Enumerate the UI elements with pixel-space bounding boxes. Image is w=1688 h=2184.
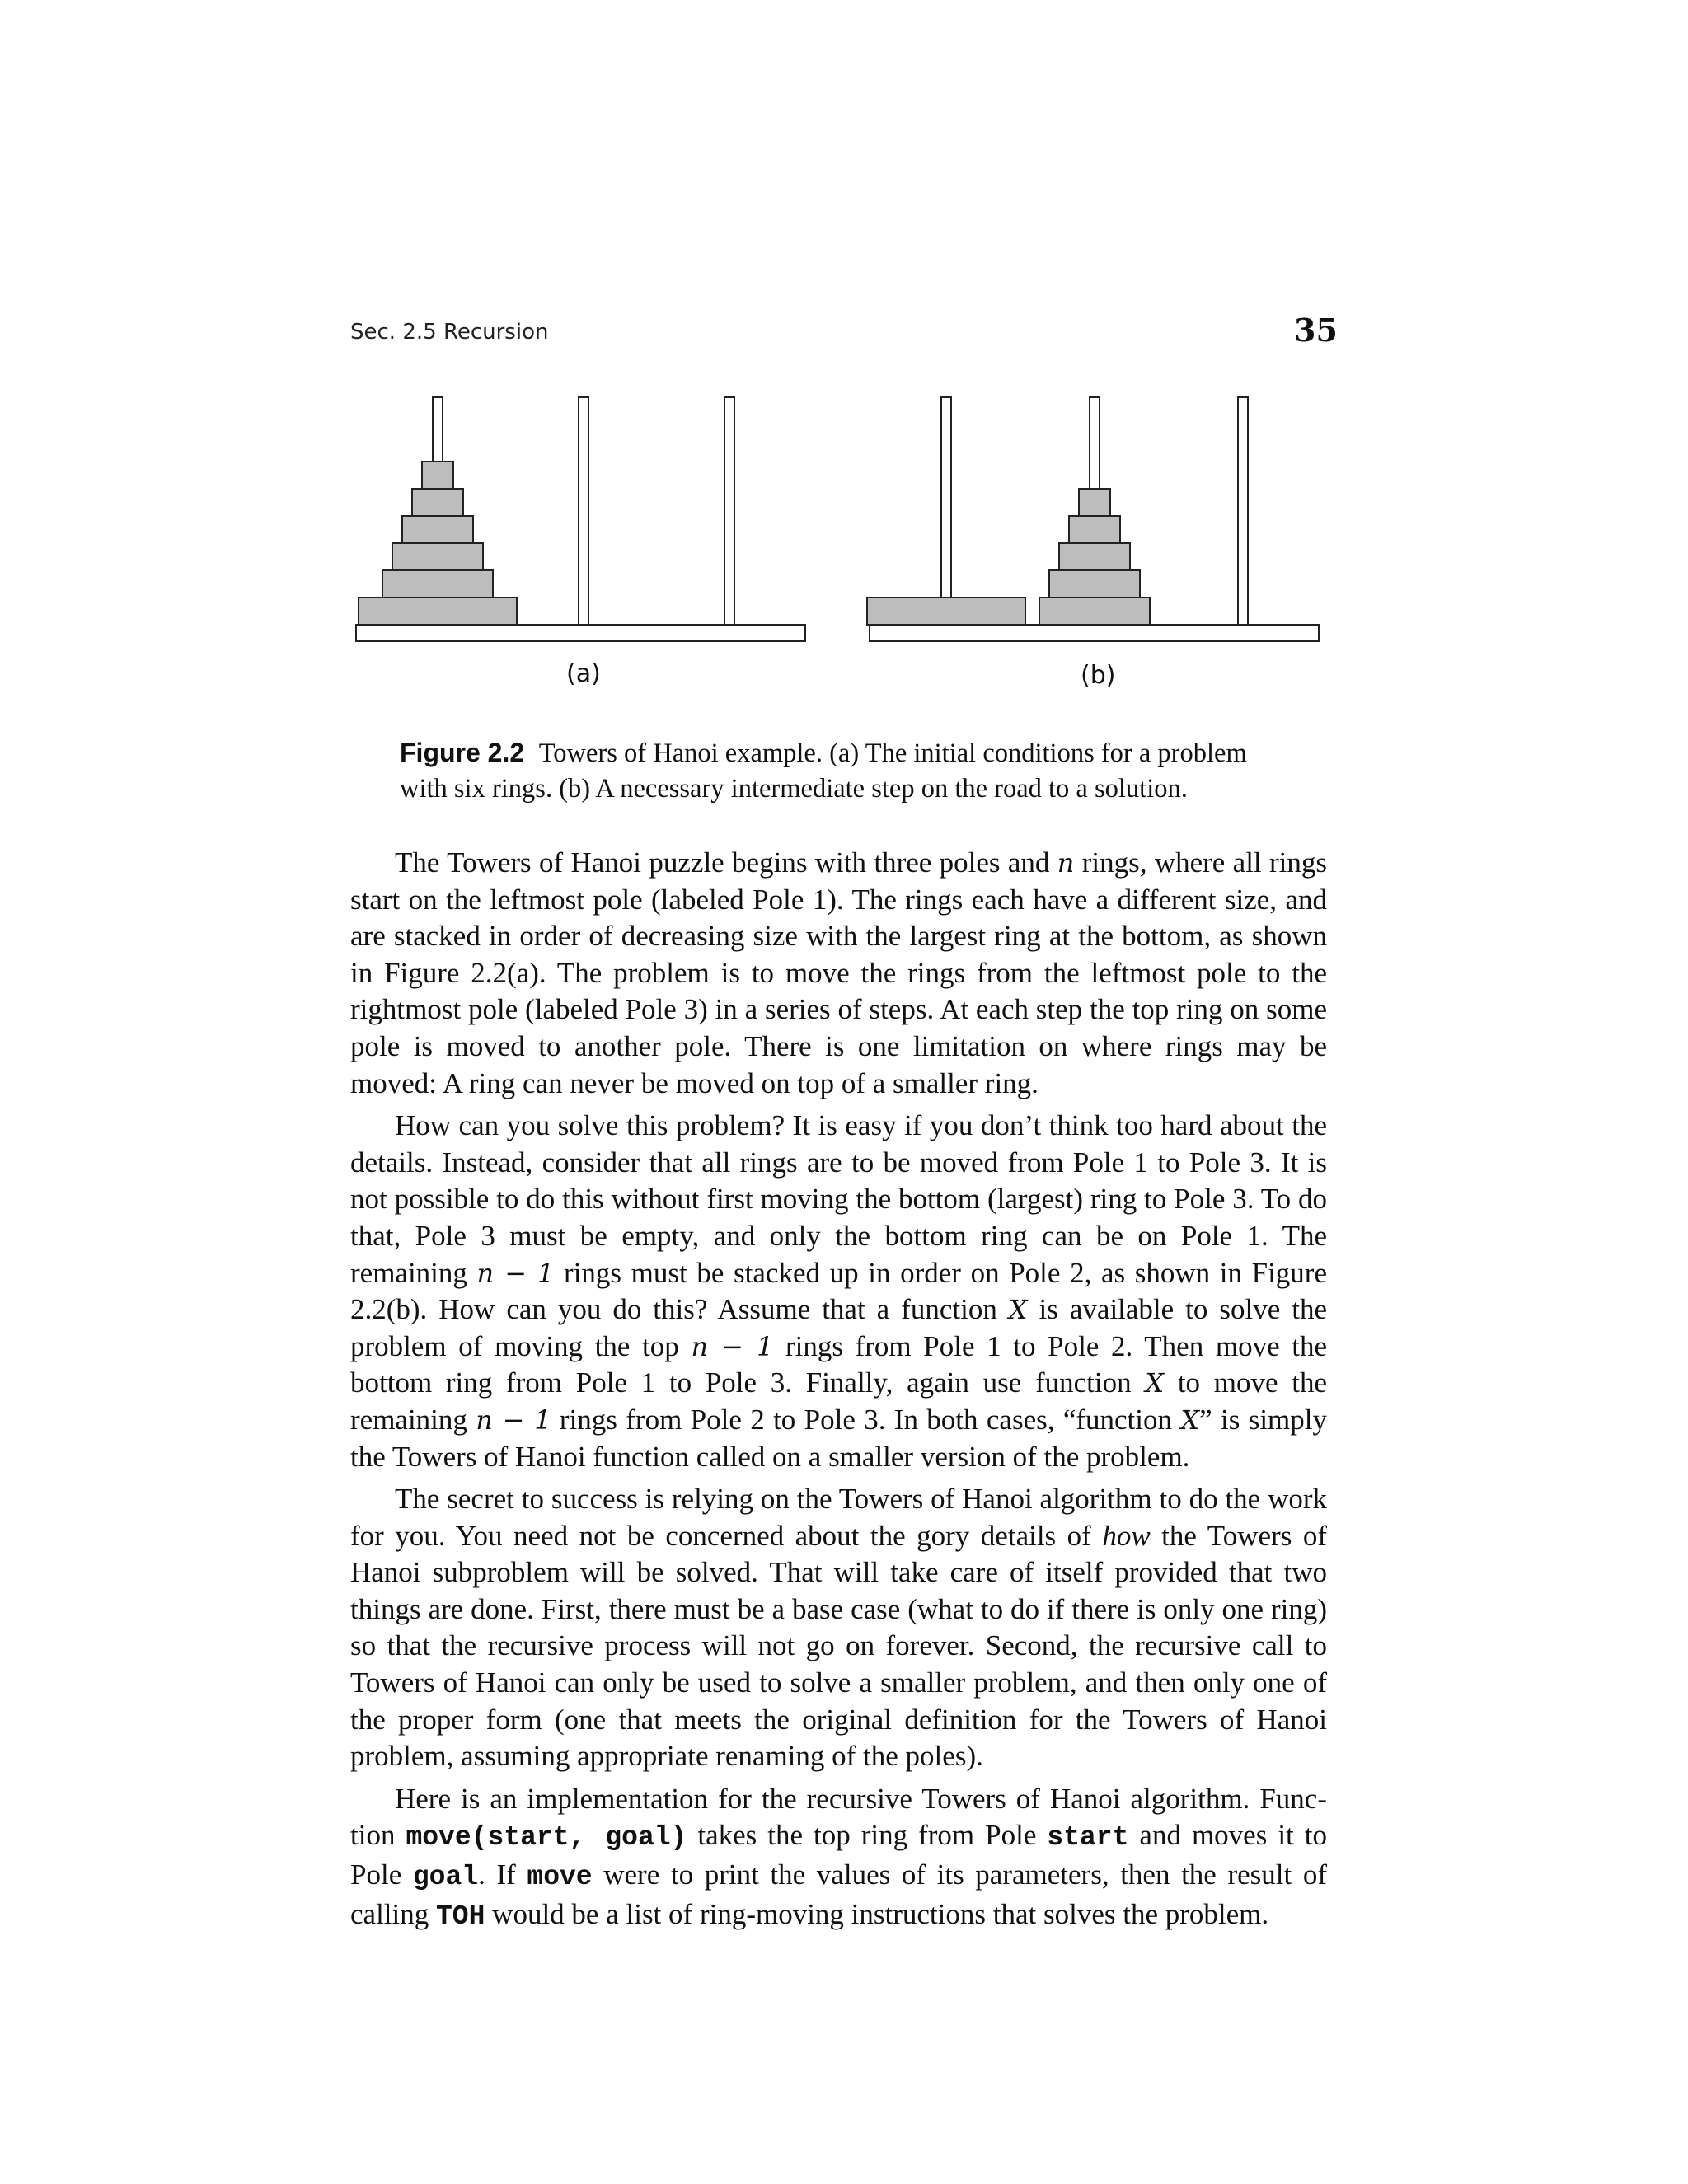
- paragraph-2: [350, 1108, 1327, 1475]
- emphasis-how: how: [1102, 1519, 1151, 1552]
- ring-size-4-a: [392, 543, 483, 570]
- p2-text-6: rings from Pole 2 to Pole 3. In both cases, “function: [551, 1403, 1181, 1436]
- math-n-minus-1: n − 1: [476, 1404, 551, 1436]
- p4-text-6: would be a list of ring-moving instructions that solves the problem.: [485, 1897, 1269, 1930]
- pole-2-a: [579, 397, 588, 625]
- paragraph-4: [350, 1781, 1327, 1935]
- subfigure-b-label: (b): [1081, 661, 1116, 690]
- running-head: Sec. 2.5 Recursion: [350, 320, 549, 344]
- p2-text-2: rings must be stacked up in order on Pole 2, as shown in Figure 2.2(b). How can you do this? Assume that a function: [350, 1256, 1327, 1326]
- math-n: n: [1057, 847, 1075, 879]
- p2-text-3: is available to solve the problem of moving the top: [350, 1293, 1327, 1362]
- p3-text-2: the Towers of Hanoi subproblem will be solved. That will take care of itself provided that two things are done. First, there must be a base case (what to do if there is only one ring) so that the recursive process will not go on forever. Second, the recursive call to Towers of Hanoi can only be used to solve a smaller problem, and then only one of the proper form (one that meets the original definition for the Towers of Hanoi problem, assuming appropriate renaming of the poles).: [350, 1519, 1327, 1773]
- ring-size-1-b: [1079, 489, 1110, 516]
- ring-size-2-b: [1069, 516, 1120, 543]
- math-x: X: [1145, 1367, 1165, 1399]
- p2-text-1: How can you solve this problem? It is easy if you don’t think too hard about the details. Instead, consider that all rings are to be moved from Pole 1 to Pole 3. It is not possible to do this without first moving the bottom (largest) ring to Pole 3. To do that, Pole 3 must be empty, and only the bottom ring can be on Pole 1. The remaining: [350, 1109, 1327, 1289]
- ring-size-5-a: [382, 570, 493, 598]
- p2-text-5: to move the remaining: [350, 1366, 1327, 1436]
- pole-3-b: [1238, 397, 1248, 625]
- ring-size-3-b: [1059, 543, 1130, 570]
- code-move: move: [527, 1862, 593, 1893]
- ring-size-4-b: [1049, 570, 1140, 598]
- ring-size-1-a: [422, 462, 453, 489]
- base-board-b: [870, 625, 1319, 641]
- body-text: [350, 845, 1327, 1941]
- towers-of-hanoi-figure: [0, 0, 1688, 742]
- paragraph-3: [350, 1481, 1327, 1775]
- ring-size-3-a: [402, 516, 473, 543]
- code-toh: TOH: [436, 1900, 485, 1932]
- code-goal: goal: [412, 1862, 479, 1893]
- p1-text-1: The Towers of Hanoi puzzle begins with three poles and: [395, 846, 1057, 879]
- ring-size-5-b: [1039, 598, 1150, 625]
- p4-text-1: Here is an implementation for the recursive Towers of Hanoi algorithm. Function: [350, 1782, 1327, 1852]
- ring-size-6-a: [359, 598, 517, 625]
- page-number: 35: [1294, 312, 1338, 349]
- figure-caption-label: Figure 2.2: [400, 738, 525, 767]
- p4-text-4: . If: [478, 1858, 528, 1891]
- pole-1-b: [941, 397, 951, 625]
- code-start: start: [1047, 1822, 1129, 1854]
- paragraph-1: [350, 845, 1327, 1102]
- figure-caption: [400, 735, 1290, 807]
- base-board-a: [356, 625, 805, 641]
- math-x: X: [1008, 1294, 1028, 1326]
- p4-text-3: and moves it to Pole: [350, 1819, 1327, 1891]
- code-move-start-goal: move(start, goal): [406, 1822, 687, 1854]
- p4-text-2: takes the top ring from Pole: [687, 1819, 1048, 1852]
- p2-text-4: rings from Pole 1 to Pole 2. Then move the bottom ring from Pole 1 to Pole 3. Finally, again use function: [350, 1329, 1327, 1399]
- ring-size-2-a: [412, 489, 463, 516]
- p4-text-5: were to print the values of its parameters, then the result of calling: [350, 1858, 1327, 1930]
- subfigure-a-label: (a): [566, 659, 601, 688]
- pole-3-a: [724, 397, 734, 625]
- math-n-minus-1: n − 1: [691, 1330, 774, 1362]
- ring-size-6-b: [867, 598, 1025, 625]
- math-x: X: [1180, 1404, 1200, 1436]
- math-n-minus-1: n − 1: [476, 1257, 555, 1289]
- p2-text-7: ” is simply the Towers of Hanoi function called on a smaller version of the problem.: [350, 1403, 1327, 1473]
- figure-caption-text: Towers of Hanoi example. (a) The initial conditions for a problem with six rings. (b) A necessary intermediate step on the road to a solution.: [400, 738, 1247, 804]
- p3-text-1: The secret to success is relying on the Towers of Hanoi algorithm to do the work for you. You need not be concerned about the gory details of: [350, 1483, 1327, 1552]
- p1-text-2: rings, where all rings start on the leftmost pole (labeled Pole 1). The rings each have a different size, and are stacked in order of decreasing size with the largest ring at the bottom, as shown in Figure 2.2(a). The problem is to move the rings from the leftmost pole to the rightmost pole (labeled Pole 3) in a series of steps. At each step the top ring on some pole is moved to another pole. There is one limitation on where rings may be moved: A ring can never be moved on top of a smaller ring.: [350, 846, 1327, 1099]
